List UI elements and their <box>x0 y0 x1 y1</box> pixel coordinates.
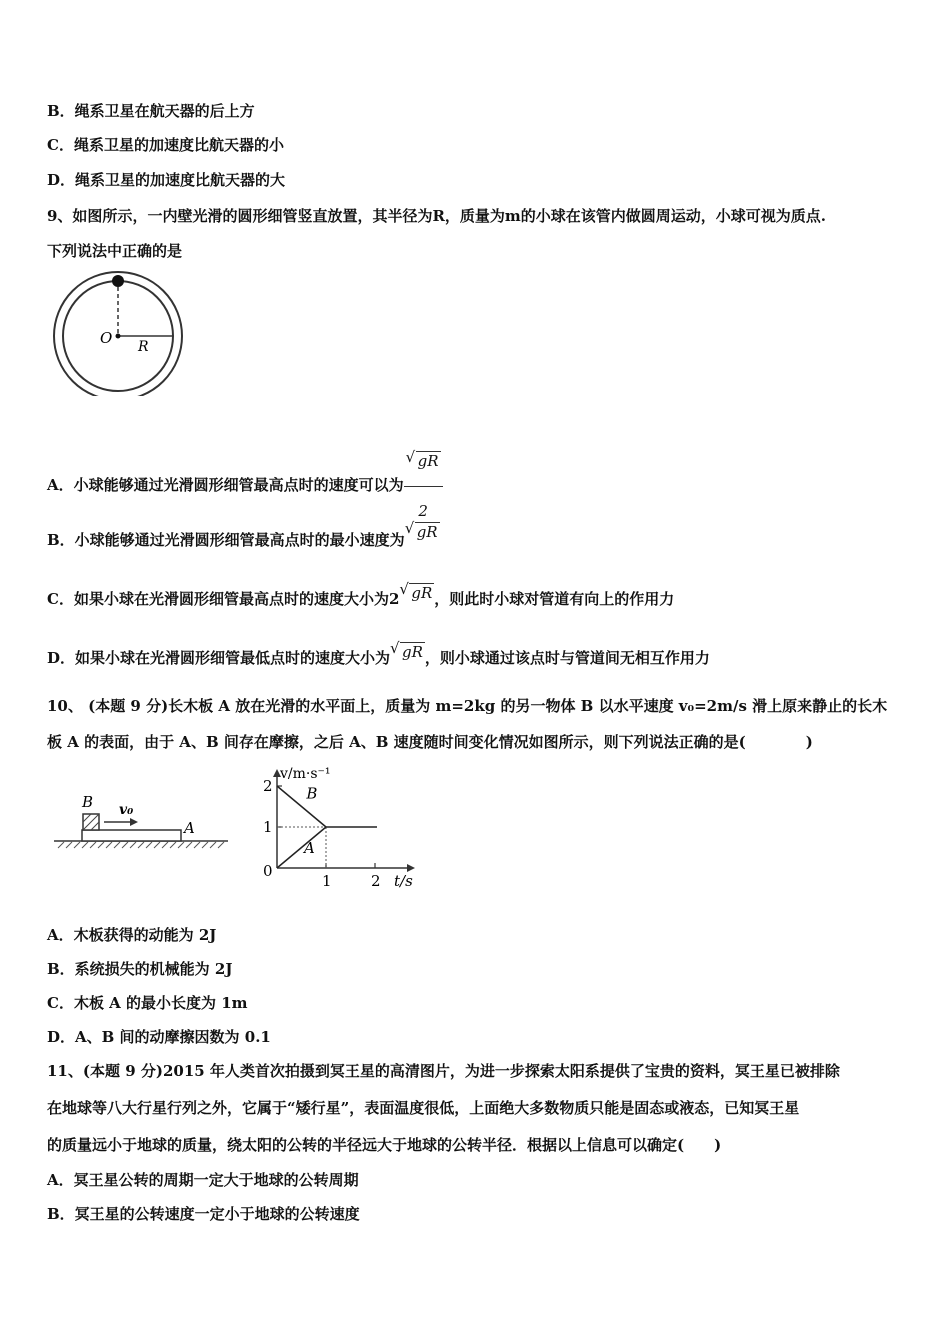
q9-option-b: B．小球能够通过光滑圆形细管最高点时的最小速度为 √ gR <box>47 519 438 549</box>
q10-board-figure <box>50 790 235 855</box>
q11-stem-line3: 的质量远小于地球的质量，绕太阳的公转的半径远大于地球的公转半径．根据以上信息可以确定( ) <box>47 1136 722 1154</box>
q10-stem-line1: 10、 (本题 9 分)长木板 A 放在光滑的水平面上，质量为 m=2kg 的另一物体 B 以水平速度 v₀=2m/s 滑上原来静止的长木 <box>47 697 888 715</box>
chart-axes <box>273 769 415 872</box>
y-tick-label: 2 <box>263 777 273 795</box>
y-tick-label: 1 <box>263 818 273 836</box>
q8-option-c: C．绳系卫星的加速度比航天器的小 <box>47 136 284 154</box>
chart-marks <box>277 786 377 868</box>
y-tick-label: 0 <box>263 862 273 880</box>
block-label: B <box>82 793 94 811</box>
q11-option-a: A．冥王星公转的周期一定大于地球的公转周期 <box>47 1171 359 1189</box>
q9-option-c-radical: gR <box>411 584 433 602</box>
series-label-B: B <box>306 784 318 803</box>
q10-option-d: D．A、B 间的动摩擦因数为 0.1 <box>47 1028 271 1046</box>
q10-option-a: A．木板获得的动能为 2J <box>47 926 217 944</box>
velocity-label: v₀ <box>119 802 134 818</box>
series-line-B <box>277 786 326 827</box>
q10-option-c: C．木板 A 的最小长度为 1m <box>47 994 248 1012</box>
q9-option-b-radical: gR <box>416 523 438 541</box>
y-axis-label: v/m·s⁻¹ <box>280 766 331 782</box>
x-tick-label: 2 <box>371 872 381 890</box>
q9-option-a-numerator: gR <box>417 452 439 470</box>
center-label: O <box>100 329 113 347</box>
q9-option-a-text: A．小球能够通过光滑圆形细管最高点时的速度可以为 <box>47 476 404 494</box>
q10-option-b: B．系统损失的机械能为 2J <box>47 960 233 978</box>
radius-label: R <box>138 339 149 355</box>
q10-stem-line2: 板 A 的表面，由于 A、B 间存在摩擦，之后 A、B 速度随时间变化情况如图所示，则下列说法正确的是( ) <box>47 733 813 751</box>
board-label: A <box>184 819 195 837</box>
q9-option-c: C．如果小球在光滑圆形细管最高点时的速度大小为2 √ gR ，则此时小球对管道有向上的作用力 <box>47 580 675 608</box>
center-dot <box>116 334 121 339</box>
q9-option-d-tail: ，则小球通过该点时与管道间无相互作用力 <box>424 649 710 667</box>
q9-option-d: D．如果小球在光滑圆形细管最低点时的速度大小为 √ gR ，则小球通过该点时与管道间无相互作用力 <box>47 639 710 667</box>
q8-option-d: D．绳系卫星的加速度比航天器的大 <box>47 171 286 189</box>
q9-option-d-text: D．如果小球在光滑圆形细管最低点时的速度大小为 <box>47 649 391 667</box>
q9-option-a-fraction: √ gR 2 <box>404 437 443 535</box>
x-axis-arrow <box>407 864 415 872</box>
q9-option-a-denominator: 2 <box>418 502 428 520</box>
q9-option-d-radical: gR <box>402 643 423 661</box>
q9-circle-figure <box>44 270 186 396</box>
q11-option-b: B．冥王星的公转速度一定小于地球的公转速度 <box>47 1205 360 1223</box>
q11-stem-line1: 11、(本题 9 分)2015 年人类首次拍摄到冥王星的高清图片，为进一步探索太阳系提供了宝贵的资料，冥王星已被排除 <box>47 1062 840 1080</box>
board-a <box>82 830 181 841</box>
q11-stem-line2: 在地球等八大行星行列之外，它属于“矮行星”，表面温度很低，上面绝大多数物质只能是固态或液态，已知冥王星 <box>47 1099 800 1117</box>
velocity-arrowhead <box>130 818 138 826</box>
chart-labels <box>263 766 413 890</box>
series-line-A <box>277 827 326 868</box>
q9-stem-line2: 下列说法中正确的是 <box>47 242 183 260</box>
q10-vt-chart <box>255 760 425 895</box>
q8-option-b: B．绳系卫星在航天器的后上方 <box>47 102 255 120</box>
q9-option-a <box>47 437 443 535</box>
q9-option-b-text: B．小球能够通过光滑圆形细管最高点时的最小速度为 <box>47 531 405 549</box>
q9-option-c-tail: ，则此时小球对管道有向上的作用力 <box>434 590 675 608</box>
ball <box>112 275 124 287</box>
x-axis-label: t/s <box>394 872 413 890</box>
q9-option-c-text: C．如果小球在光滑圆形细管最高点时的速度大小为2 <box>47 590 400 608</box>
series-label-A: A <box>303 838 315 857</box>
ground-hatch <box>58 842 224 848</box>
q9-stem-line1: 9、如图所示，一内壁光滑的圆形细管竖直放置，其半径为R，质量为m的小球在该管内做圆周运动，小球可视为质点. <box>47 207 827 225</box>
x-tick-label: 1 <box>322 872 332 890</box>
